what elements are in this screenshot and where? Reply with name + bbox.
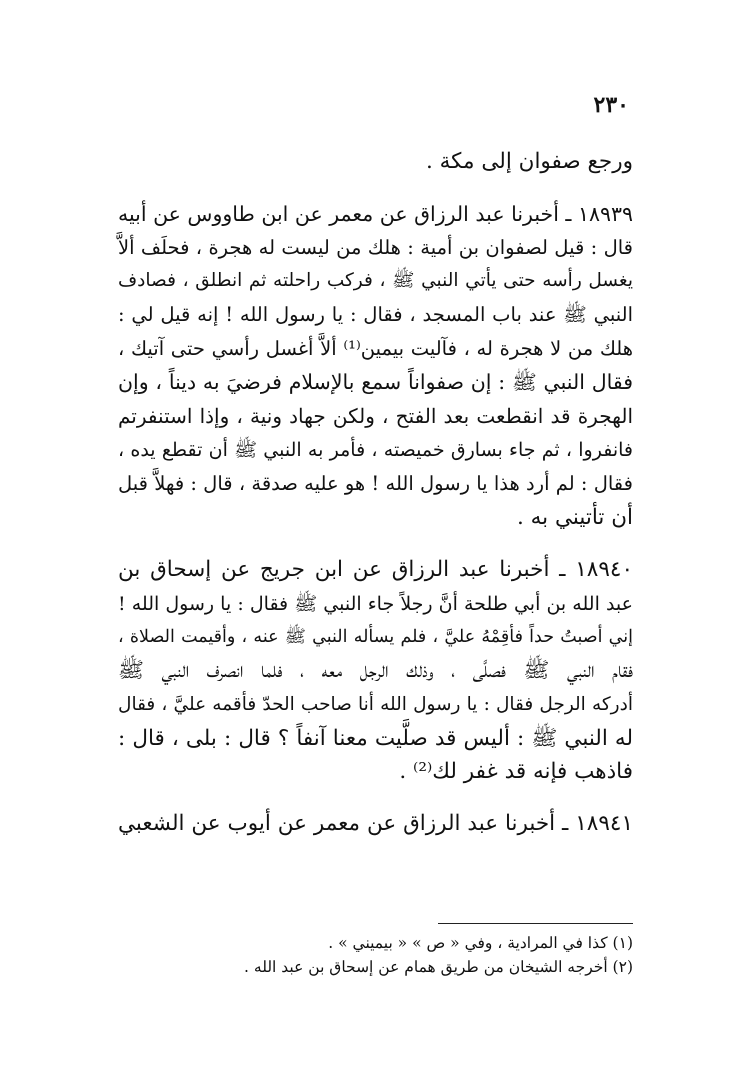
text-line-11: أن تأتيني به .: [516, 505, 633, 530]
hadith-18939-heading-line: ١٨٩٣٩ ـ أخبرنا عبد الرزاق عن معمر عن ابن طاووس عن أبيه: [117, 202, 633, 226]
text-line-13: عبد الله بن أبي طلحة أنَّ رجلاً جاء النبي ﷺ فقال : يا رسول الله !: [118, 593, 633, 615]
text-line-17: له النبي ﷺ : أليس قد صلَّيت معنا آنفاً ؟ قال : بلى ، قال :: [118, 726, 633, 751]
text-line-16: أدركه الرجل فقال : يا رسول الله أنا صاحب الحدّ فأقمه عليَّ ، فقال: [118, 694, 633, 715]
hadith-18941-heading-line: ١٨٩٤١ ـ أخبرنا عبد الرزاق عن معمر عن أيوب عن الشعبي: [118, 811, 633, 836]
text-line-5: النبي ﷺ عند باب المسجد ، فقال : يا رسول الله ! إنه قيل لي :: [118, 303, 633, 326]
text-line-18: فاذهب فإنه قد غفر لك⁽²⁾ .: [399, 759, 633, 784]
footnote-2: (٢) أخرجه الشيخان من طريق همام عن إسحاق بن عبد الله .: [244, 958, 633, 976]
text-line-7: فقال النبي ﷺ : إن صفواناً سمع بالإسلام فرضيَ به ديناً ، وإن: [118, 370, 633, 394]
text-line-6: هلك من لا هجرة له ، فآليت بيمين⁽¹⁾ ألاَّ أغسل رأسي حتى آتيك ،: [118, 337, 633, 360]
text-line-10: فقال : لم أرد هذا يا رسول الله ! هو عليه صدقة ، قال : فهلاَّ قبل: [118, 472, 633, 495]
text-line-4: يغسل رأسه حتى يأتي النبي ﷺ ، فركب راحلته ثم انطلق ، فصادف: [118, 270, 633, 291]
hadith-18940-heading-line: ١٨٩٤٠ ـ أخبرنا عبد الرزاق عن ابن جريج عن إسحاق بن: [118, 557, 633, 582]
footnote-divider: [438, 923, 633, 924]
page-number: ٢٣٠: [593, 92, 629, 118]
text-line-14: إني أصبتُ حداً فأقِمْهُ عليَّ ، فلم يسأله النبي ﷺ عنه ، وأقيمت الصلاة ،: [118, 627, 633, 647]
text-line-15: فقام النبي ﷺ فصلَّى ، وذلك الرجل معه ، فلما انصرف النبي ﷺ: [118, 658, 633, 683]
text-line-8: الهجرة قد انقطعت بعد الفتح ، ولكن جهاد ونية ، وإذا استنفرتم: [118, 404, 633, 428]
text-line-3: قال : قيل لصفوان بن أمية : هلك من ليست له هجرة ، فحلَف ألاَّ: [118, 236, 633, 259]
text-line-9: فانفروا ، ثم جاء بسارق خميصته ، فأمر به النبي ﷺ أن تقطع يده ،: [118, 439, 633, 461]
text-line-1: ورجع صفوان إلى مكة .: [425, 149, 633, 174]
footnote-1: (١) كذا في المرادية ، وفي « ص » « بيميني » .: [328, 934, 633, 952]
